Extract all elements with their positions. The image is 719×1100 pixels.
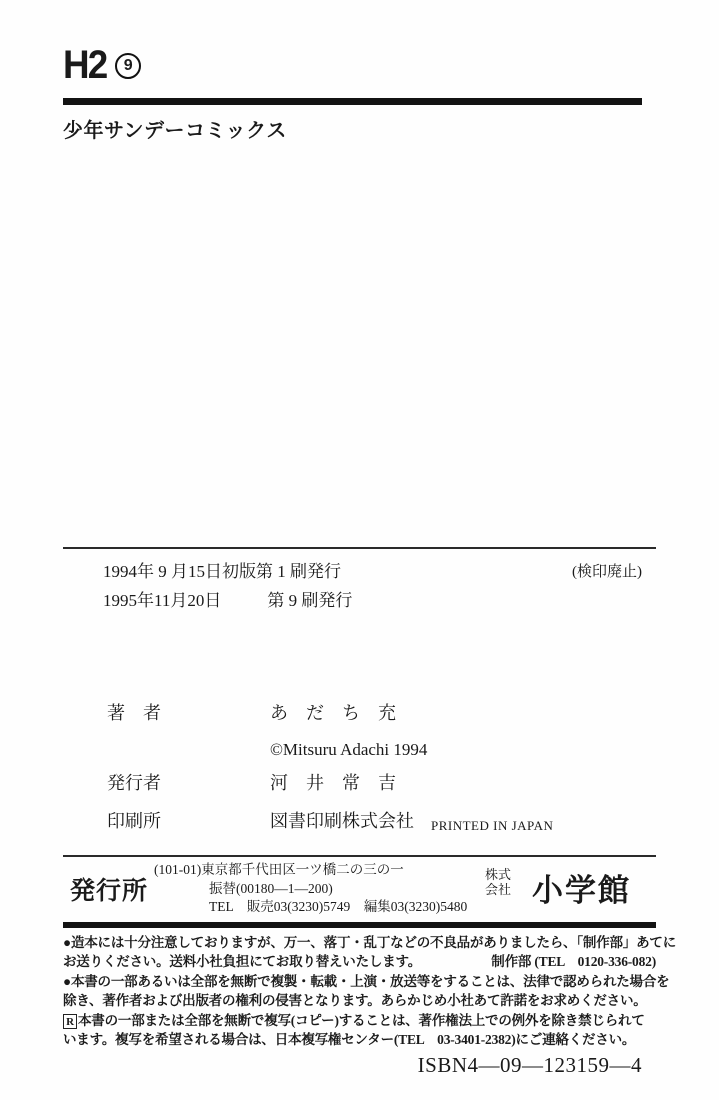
publisher-person-name: 河 井 常 吉 [270, 773, 396, 793]
copyright-row [63, 737, 656, 763]
legal-notices-block [63, 933, 677, 1050]
current-print-date: 1995年11月20日 [103, 591, 222, 610]
printer-row [63, 808, 656, 836]
telephone-numbers: TEL 販売03(3230)5749 編集03(3230)5480 [209, 899, 468, 914]
reproduction-notice-line2: 除き、著作者および出版者の権利の侵害となります。あらかじめ小社あて許諾をお求めください。 [63, 993, 647, 1008]
author-label: 著 者 [107, 703, 161, 723]
series-label: 少年サンデーコミックス [63, 120, 287, 142]
copyright-line: ©Mitsuru Adachi 1994 [270, 740, 428, 759]
defect-notice-line2-left: お送りください。送料小社負担にてお取り替えいたします。 [63, 954, 422, 969]
photocopy-notice-text: 本書の一部または全部を無断で複写(コピー)することは、著作権法上での例外を除き禁じられて [78, 1012, 645, 1028]
postal-transfer-account: 振替(00180—1—200) [209, 880, 333, 896]
current-print-row [63, 589, 656, 613]
edition-block [63, 547, 656, 613]
page-content [63, 0, 677, 1078]
postal-address: (101-01)東京都千代田区一ツ橋二の三の一 [154, 862, 404, 877]
seal-abolition-note: (検印廃止) [572, 564, 642, 580]
book-title-text: H2 [63, 43, 107, 87]
first-print-date: 1994年 9 月15日初版第 1 刷発行 [103, 562, 341, 581]
defect-notice-line2 [63, 952, 656, 972]
corporation-type-top: 株式 [485, 867, 512, 882]
author-name: あ だ ち 充 [270, 703, 396, 723]
corporation-type-bottom: 会社 [485, 881, 512, 897]
printer-name: 図書印刷株式会社 [270, 811, 414, 831]
current-print-number: 第 9 刷発行 [267, 591, 353, 610]
volume-number: 9 [123, 57, 133, 74]
isbn-number: ISBN4—09—123159—4 [417, 1052, 642, 1077]
reproduction-notice-line1: ●本書の一部あるいは全部を無断で複製・転載・上演・放送等をすることは、法律で認められた場合を [63, 973, 670, 989]
publishing-house-label: 発行所 [70, 876, 149, 905]
publisher-person-row [63, 770, 656, 796]
printed-in-japan-label: PRINTED IN JAPAN [431, 818, 554, 833]
first-print-row [63, 560, 656, 584]
publishing-house-banner [63, 855, 656, 928]
production-dept-phone: 制作部 (TEL 0120-336-082) [491, 954, 656, 969]
publishing-house-address [154, 861, 467, 917]
photocopy-notice-line1 [63, 1011, 656, 1031]
boxed-r-mark: R [63, 1014, 77, 1029]
title-divider-rule [63, 98, 642, 105]
photocopy-notice-line2: います。複写を希望される場合は、日本複写権センター(TEL 03-3401-2382)にご連絡ください。 [63, 1032, 636, 1047]
corporation-type-label [485, 868, 511, 897]
defect-notice-line1: ●造本には十分注意しておりますが、万一、落丁・乱丁などの不良品がありましたら、「制作部」あてに [63, 934, 677, 950]
publisher-person-label: 発行者 [107, 773, 161, 793]
volume-badge [115, 53, 141, 79]
author-row [63, 700, 656, 726]
printer-label: 印刷所 [107, 811, 161, 831]
book-title [63, 0, 656, 86]
colophon-block [63, 700, 656, 836]
publishing-house-name: 小学館 [532, 873, 631, 908]
